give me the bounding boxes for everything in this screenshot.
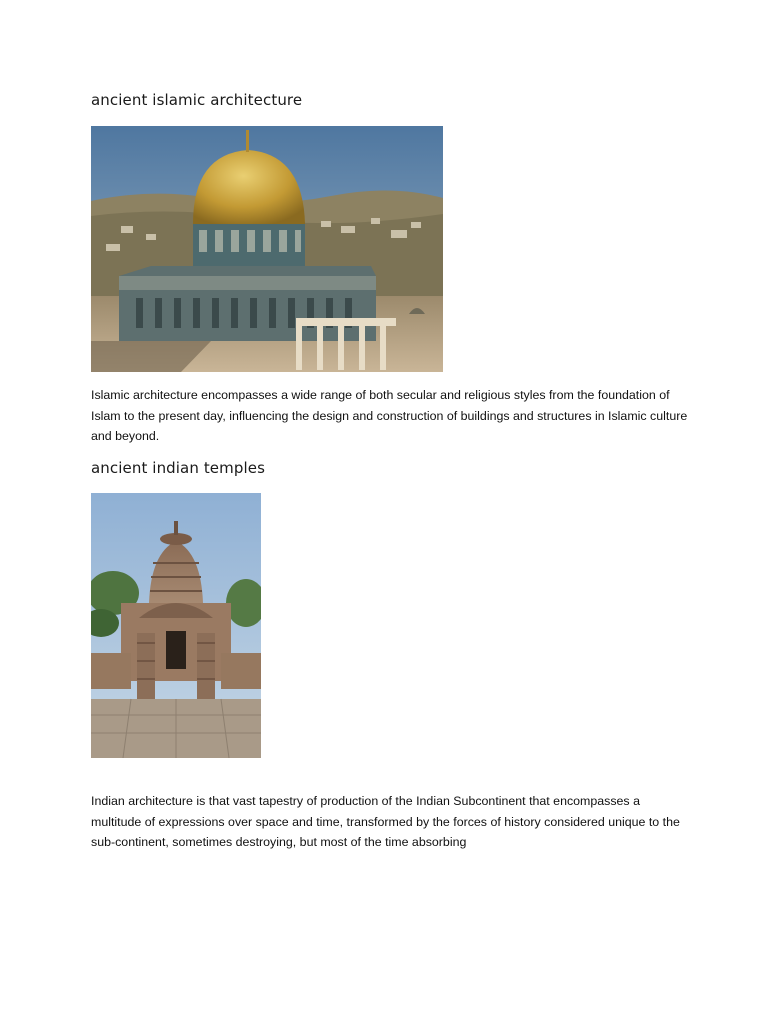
indian-temple-photo: [91, 493, 261, 758]
indian-architecture-paragraph: Indian architecture is that vast tapestry of production of the Indian Subcontinent that encompasses a multitude of expressions over space and time, transformed by the forces of history considered unique to the sub-continent, sometimes destroying, but most of the time absorbing: [91, 794, 680, 849]
section-heading-indian: ancient indian temples: [91, 459, 265, 477]
dome-of-the-rock-photo: [91, 126, 443, 372]
islamic-architecture-paragraph: Islamic architecture encompasses a wide range of both secular and religious styles from the foundation of Islam to the present day, influencing the design and construction of buildings and structures in Islamic culture and beyond.: [91, 388, 688, 443]
section-heading-islamic: ancient islamic architecture: [91, 91, 303, 109]
